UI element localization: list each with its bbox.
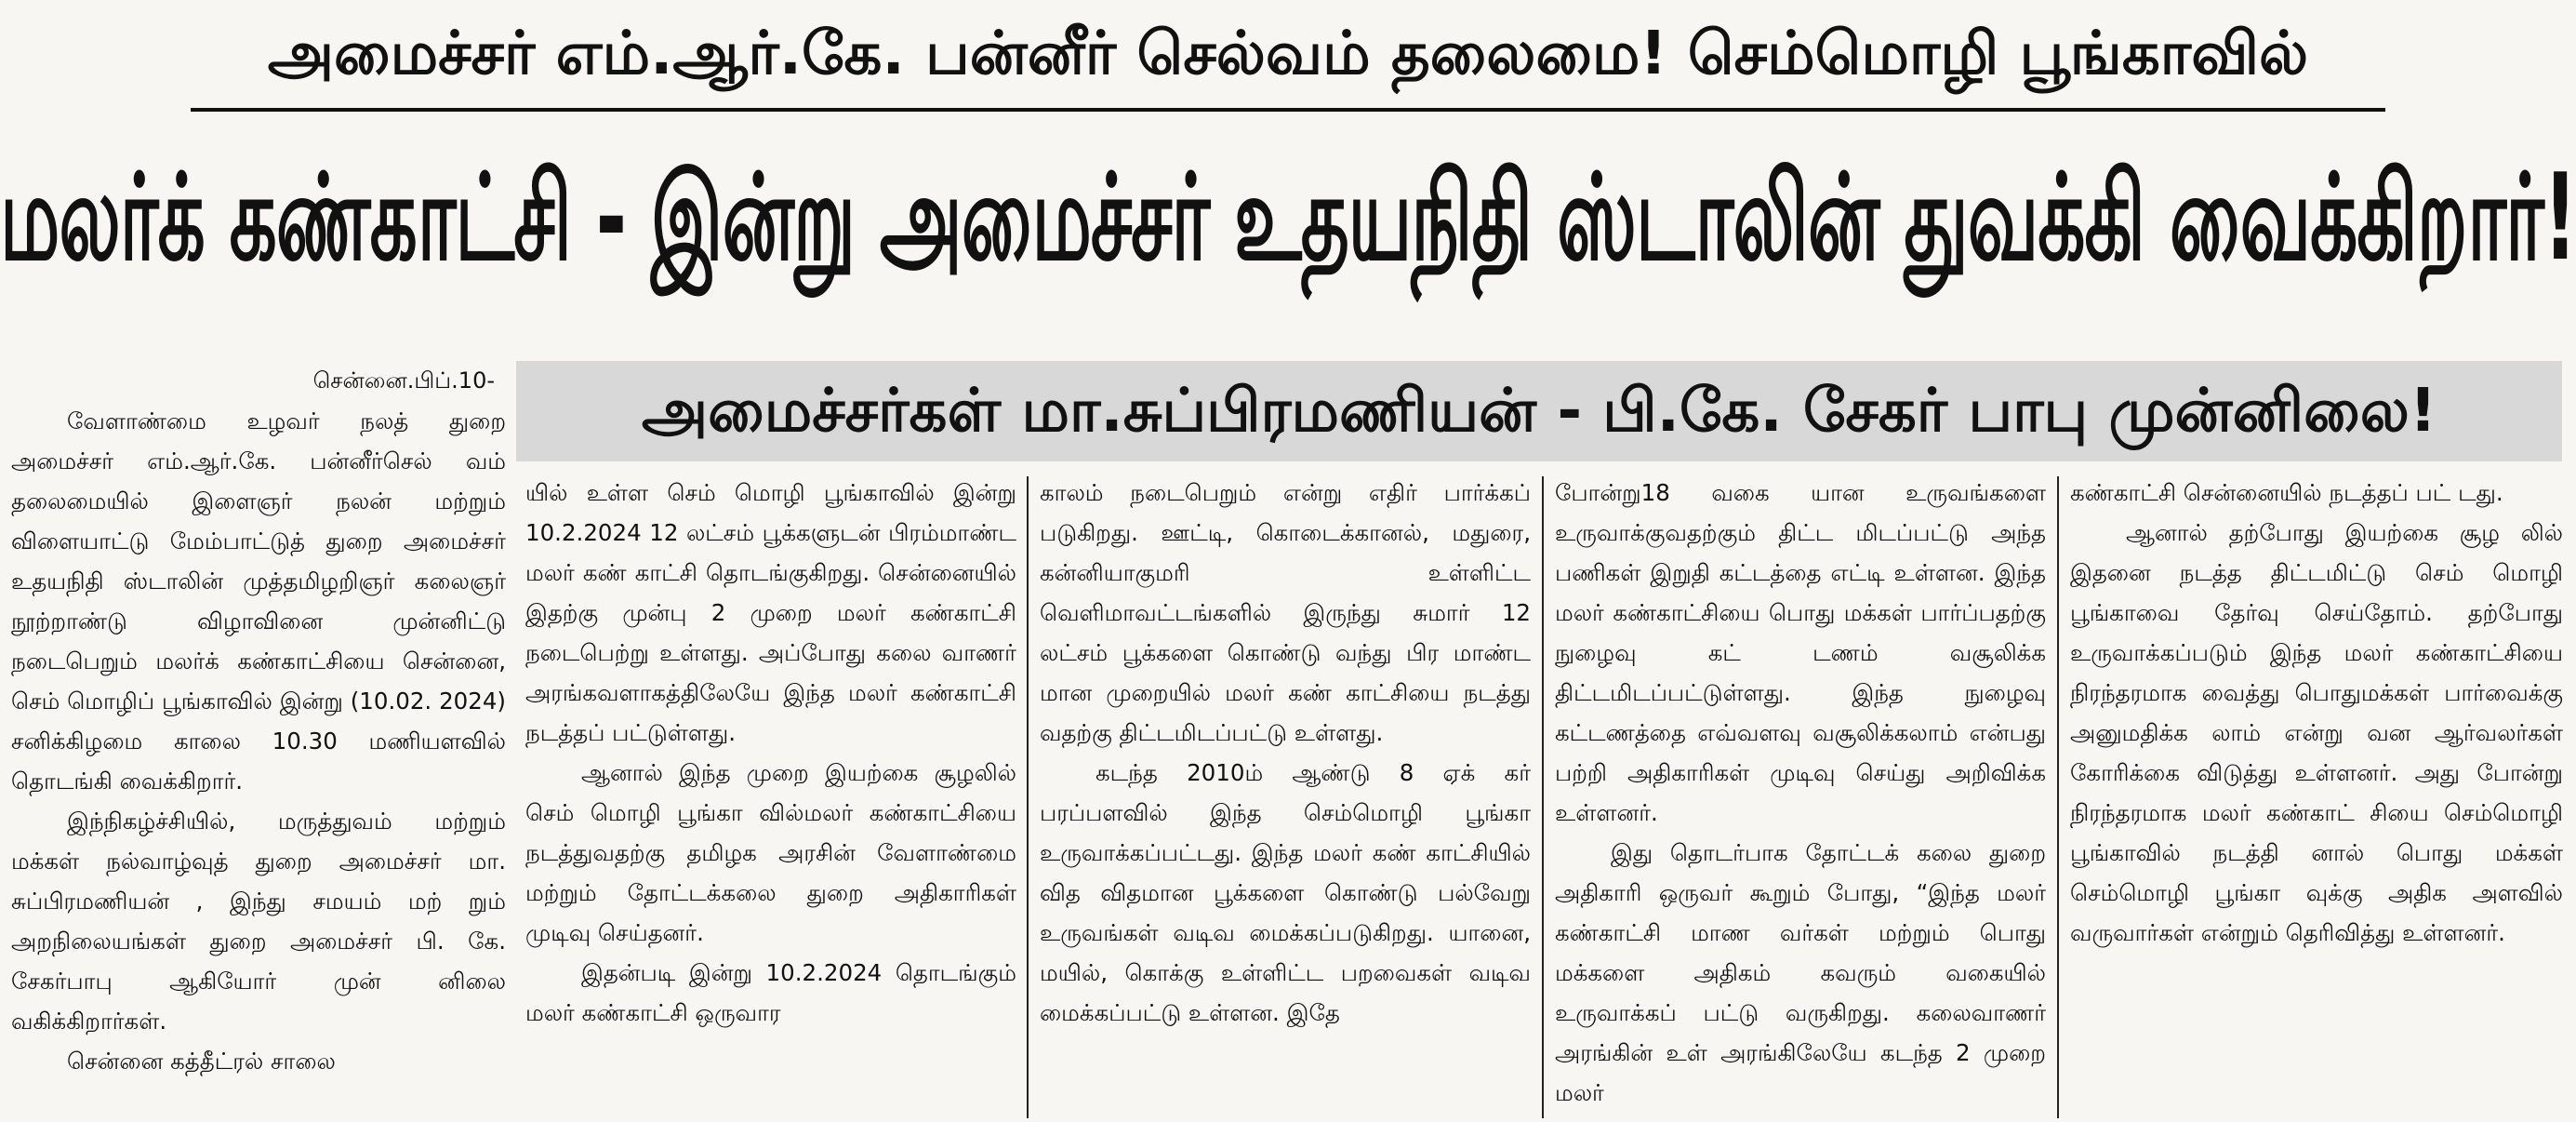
article-column-3 <box>1040 473 1531 1033</box>
article-column-4 <box>1555 473 2046 1113</box>
paragraph: சென்னை கத்தீட்ரல் சாலை <box>67 1048 336 1075</box>
column-divider <box>2057 476 2059 1118</box>
article-column-5 <box>2070 473 2563 953</box>
paragraph: வேளாண்மை உழவர் நலத் துறை அமைச்சர் எம்.ஆர்.கே. பன்னீர்செல் வம் தலைமையில் இளைஞர் நலன் மற்றும் விளையாட்டு மேம்பாட்டுத் துறை அமைச்சர் உதயநிதி ஸ்டாலின் முத்தமிழறிஞர் கலைஞர் நூற்றாண்டு விழாவினை முன்னிட்டு நடைபெறும் மலர்க் கண்காட்சியை சென்னை, செம் மொழிப் பூங்காவில் இன்று (10.02. 2024) சனிக்கிழமை காலை 10.30 மணியளவில் தொடங்கி வைக்கிறார். <box>11 407 506 795</box>
main-headline: மலர்க் கண்காட்சி - இன்று அமைச்சர் உதயநிதி ஸ்டாலின் துவக்கி வைக்கிறார்! <box>0 148 2576 287</box>
article-column-2 <box>525 473 1016 1033</box>
paragraph: இது தொடர்பாக தோட்டக் கலை துறை அதிகாரி ஒருவர் கூறும் போது, “இந்த மலர் கண்காட்சி மாண வர்கள் மற்றும் பொது மக்களை அதிகம் கவரும் வகையில் உருவாக்கப் பட்டு வருகிறது. கலைவாணர் அரங்கின் உள் அரங்கிலேயே கடந்த 2 முறை மலர் <box>1555 839 2046 1106</box>
paragraph: காலம் நடைபெறும் என்று எதிர் பார்க்கப் படுகிறது. ஊட்டி, கொடைக்கானல், மதுரை, கன்னியாகுமரி உள்ளிட்ட வெளிமாவட்டங்களில் இருந்து சுமார் 12 லட்சம் பூக்களை கொண்டு வந்து பிர மாண்ட மான முறையில் மலர் கண் காட்சியை நடத்து வதற்கு திட்டமிடப்பட்டு உள்ளது. <box>1040 479 1531 746</box>
paragraph: யில் உள்ள செம் மொழி பூங்காவில் இன்று 10.2.2024 12 லட்சம் பூக்களுடன் பிரம்மாண்ட மலர் கண் காட்சி தொடங்குகிறது. சென்னையில் இதற்கு முன்பு 2 முறை மலர் கண்காட்சி நடைபெற்று உள்ளது. அப்போது கலை வாணர் அரங்கவளாகத்திலேயே இந்த மலர் கண்காட்சி நடத்தப் பட்டுள்ளது. <box>525 479 1016 746</box>
dateline: சென்னை.பிப்.10- <box>312 367 495 394</box>
paragraph: போன்று18 வகை யான உருவங்களை உருவாக்குவதற்கும் திட்ட மிடப்பட்டு அந்த பணிகள் இறுதி கட்டத்தை எட்டி உள்ளன. இந்த மலர் கண்காட்சியை பொது மக்கள் பார்ப்பதற்கு நுழைவு கட் டணம் வசூலிக்க திட்டமிடப்பட்டுள்ளது. இந்த நுழைவு கட்டணத்தை எவ்வளவு வசூலிக்கலாம் என்பது பற்றி அதிகாரிகள் முடிவு செய்து அறிவிக்க உள்ளனர். <box>1555 479 2046 826</box>
kicker-headline: அமைச்சர் எம்.ஆர்.கே. பன்னீர் செல்வம் தலைமை! செம்மொழி பூங்காவில் <box>267 20 2309 88</box>
paragraph: கடந்த 2010ம் ஆண்டு 8 ஏக் கர் பரப்பளவில் இந்த செம்மொழி பூங்கா உருவாக்கப்பட்டது. இந்த மலர் கண் காட்சியில் வித விதமான பூக்களை கொண்டு பல்வேறு உருவங்கள் வடிவ மைக்கப்படுகிறது. யானை, மயில், கொக்கு உள்ளிட்ட பறவைகள் வடிவ மைக்கப்பட்டு உள்ளன. இதே <box>1040 759 1531 1026</box>
paragraph: ஆனால் தற்போது இயற்கை சூழ லில் இதனை நடத்த திட்டமிட்டு செம் மொழி பூங்காவை தேர்வு செய்தோம். தற்போது உருவாக்கப்படும் இந்த மலர் கண்காட்சியை நிரந்தரமாக வைத்து பொதுமக்கள் பார்வைக்கு அனுமதிக்க லாம் என்று வன ஆர்வலர்கள் கோரிக்கை விடுத்து உள்ளனர். அது போன்று நிரந்தரமாக மலர் கண்காட் சியை செம்மொழி பூங்காவில் நடத்தி னால் பொது மக்கள் செம்மொழி பூங்கா வுக்கு அதிக அளவில் வருவார்கள் என்றும் தெரிவித்து உள்ளனர். <box>2070 519 2563 946</box>
column-divider <box>1542 476 1544 1118</box>
paragraph: இதன்படி இன்று 10.2.2024 தொடங்கும் மலர் கண்காட்சி ஒருவார <box>525 959 1016 1026</box>
article-column-1 <box>11 361 506 1081</box>
paragraph: ஆனால் இந்த முறை இயற்கை சூழலில் செம் மொழி பூங்கா வில்மலர் கண்காட்சியை நடத்துவதற்கு தமிழக அரசின் வேளாண்மை மற்றும் தோட்டக்கலை துறை அதிகாரிகள் முடிவு செய்தனர். <box>525 759 1016 946</box>
subheadline: அமைச்சர்கள் மா.சுப்பிரமணியன் - பி.கே. சேகர் பாபு முன்னிலை! <box>516 361 2562 461</box>
paragraph: கண்காட்சி சென்னையில் நடத்தப் பட் டது. <box>2070 479 2503 506</box>
paragraph: இந்நிகழ்ச்சியில், மருத்துவம் மற்றும் மக்கள் நல்வாழ்வுத் துறை அமைச்சர் மா. சுப்பிரமணியன் , இந்து சமயம் மற் றும் அறநிலையங்கள் துறை அமைச்சர் பி. கே. சேகர்பாபு ஆகியோர் முன் னிலை வகிக்கிறார்கள். <box>11 808 506 1035</box>
column-divider <box>1027 476 1029 1118</box>
